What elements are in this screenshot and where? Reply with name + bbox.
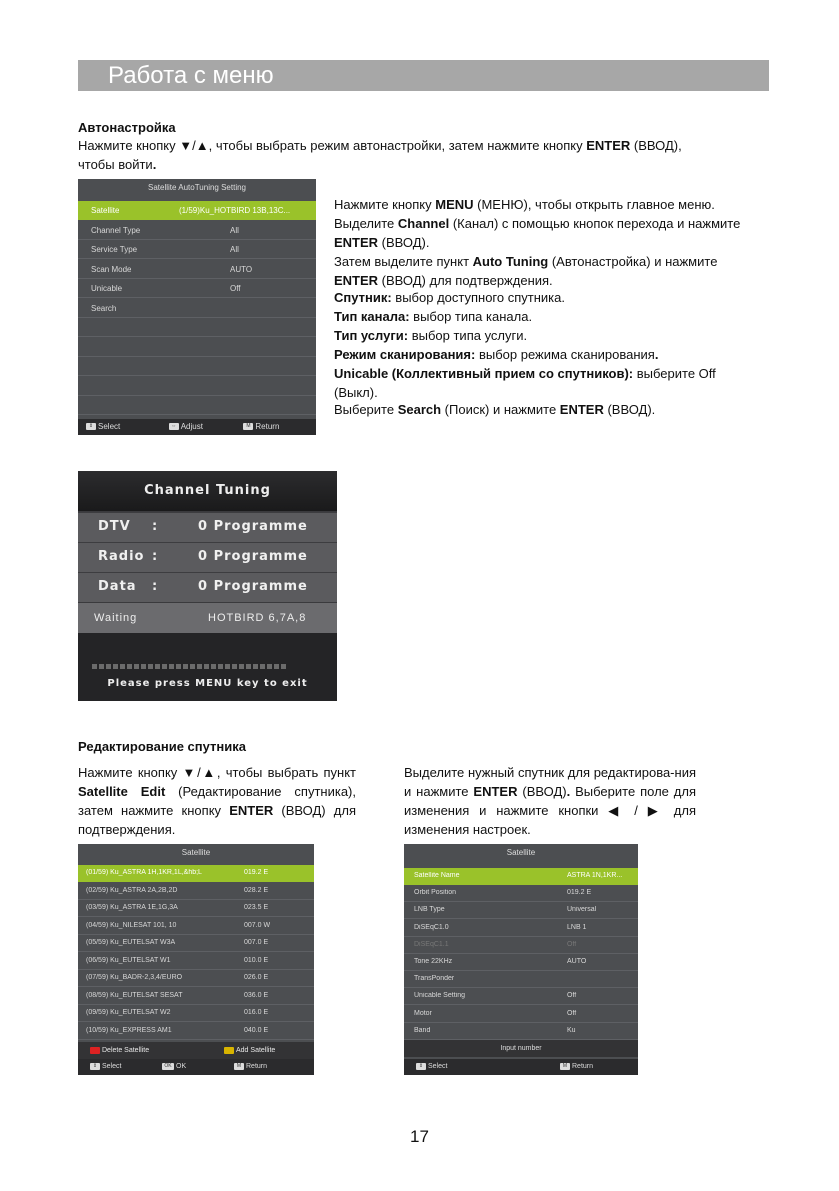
setting-label: LNB Type xyxy=(414,906,445,914)
empty-row xyxy=(78,318,316,337)
tuning-row-dtv xyxy=(78,512,337,542)
setting-row-diseqc1-1 xyxy=(404,937,638,954)
tuning-row-label: Data xyxy=(98,579,137,594)
setting-row-lnb-type[interactable] xyxy=(404,902,638,919)
footer-select-label: Select xyxy=(98,422,121,431)
progress-segment xyxy=(99,664,104,669)
satellite-row[interactable] xyxy=(78,970,314,987)
menu-row-label: Unicable xyxy=(91,284,123,293)
footer-ok xyxy=(162,1059,186,1075)
updown-key-icon: ⇕ xyxy=(90,1063,100,1070)
menu-key-icon: M xyxy=(243,423,253,430)
autotuning-footer xyxy=(78,419,316,435)
footer-return-label: Return xyxy=(255,422,280,431)
progress-segment xyxy=(281,664,286,669)
satellite-name: (09/59) Ku_EUTELSAT W2 xyxy=(86,1009,171,1016)
setting-value: AUTO xyxy=(567,958,587,965)
autotune-right-p1: Нажмите кнопку MENU (МЕНЮ), чтобы открыть главное меню. Выделите Channel (Канал) с помощью кнопок перехода и нажмите ENTER (ВВОД). Затем выделите пункт Auto Tuning (Автонастройка) и нажмите ENTER (ВВОД) для подтверждения. xyxy=(334,197,741,288)
empty-row xyxy=(78,338,316,357)
delete-satellite-action[interactable] xyxy=(90,1047,149,1054)
satellite-list-footer xyxy=(78,1059,314,1075)
satellite-position: 010.0 E xyxy=(244,956,269,964)
progress-segment xyxy=(106,664,111,669)
satellite-position: 019.2 E xyxy=(244,869,269,876)
progress-segment xyxy=(155,664,160,669)
satellite-position: 036.0 E xyxy=(244,991,269,999)
satellite-position: 007.0 E xyxy=(244,939,269,946)
menu-row-channel-type[interactable] xyxy=(78,221,316,240)
empty-row xyxy=(78,396,316,415)
empty-row xyxy=(78,377,316,396)
exit-hint: Please press MENU key to exit xyxy=(107,678,308,689)
satellite-name: (07/59) Ku_BADR-2,3,4/EURO xyxy=(86,974,183,981)
footer-return xyxy=(234,1059,267,1075)
autotuning-screen xyxy=(78,179,316,435)
tuning-status-row xyxy=(78,603,337,633)
progress-segment xyxy=(232,664,237,669)
satellite-row[interactable] xyxy=(78,900,314,917)
empty-row xyxy=(78,357,316,376)
setting-label: TransPonder xyxy=(414,975,455,983)
footer-select-label: Select xyxy=(428,1063,448,1070)
menu-row-label: Satellite xyxy=(91,206,120,215)
progress-segment xyxy=(267,664,272,669)
satellite-name: (02/59) Ku_ASTRA 2A,2B,2D xyxy=(86,886,178,894)
tuning-row-value: 0 Programme xyxy=(198,519,308,534)
progress-segment xyxy=(204,664,209,669)
satellite-row[interactable] xyxy=(78,865,314,882)
tuning-row-label: DTV xyxy=(98,519,131,534)
setting-value: Off xyxy=(567,940,577,948)
satellite-list-actions xyxy=(78,1042,314,1059)
setting-value: LNB 1 xyxy=(567,923,587,931)
delete-satellite-label: Delete Satellite xyxy=(102,1047,150,1054)
setting-label: Unicable Setting xyxy=(414,992,465,1000)
footer-select-label: Select xyxy=(102,1063,122,1070)
setting-row-motor[interactable] xyxy=(404,1006,638,1023)
setting-value: Off xyxy=(567,992,577,1000)
leftright-key-icon: ⇔ xyxy=(169,423,179,430)
menu-row-satellite[interactable] xyxy=(78,201,316,220)
tuning-row-sep: : xyxy=(152,519,159,534)
setting-row-tone-22khz[interactable] xyxy=(404,954,638,971)
setting-value: ASTRA 1N,1KR... xyxy=(567,872,623,879)
setting-label: Satellite Name xyxy=(414,872,460,879)
setting-value: 019.2 E xyxy=(567,889,592,897)
tuning-row-label: Radio xyxy=(98,549,145,564)
satellite-row[interactable] xyxy=(78,935,314,952)
tuning-row-value: 0 Programme xyxy=(198,579,308,594)
tuning-row-value: 0 Programme xyxy=(198,549,308,564)
autotune-right-p2: Спутник: выбор доступного спутника. Тип канала: выбор типа канала. Тип услуги: выбор типа услуги. Режим сканирования: выбор режима сканирования. Unicable (Коллективный прием со спутников): выберите Off (Выкл). xyxy=(334,290,716,400)
setting-row-band[interactable] xyxy=(404,1023,638,1040)
progress-segment xyxy=(127,664,132,669)
autotune-intro-2: чтобы войти. xyxy=(78,157,157,172)
menu-row-service-type[interactable] xyxy=(78,240,316,259)
menu-row-value: AUTO xyxy=(230,264,253,274)
satellite-row[interactable] xyxy=(78,883,314,900)
tuning-row-radio xyxy=(78,542,337,572)
satellite-position: 026.0 E xyxy=(244,974,269,981)
satedit-left-text: Нажмите кнопку ▼/▲, чтобы выбрать пункт Satellite Edit (Редактирование спутника), затем нажмите кнопку ENTER (ВВОД) для подтверждения. xyxy=(78,765,357,837)
satellite-row[interactable] xyxy=(78,988,314,1005)
setting-row-transponder[interactable] xyxy=(404,971,638,988)
progress-segment xyxy=(239,664,244,669)
satellite-list-screen xyxy=(78,844,314,1075)
updown-key-icon: ⇕ xyxy=(86,423,96,430)
menu-row-search[interactable] xyxy=(78,299,316,318)
add-satellite-label: Add Satellite xyxy=(236,1047,276,1054)
setting-row-satellite-name[interactable] xyxy=(404,868,638,885)
menu-row-value: All xyxy=(230,245,239,254)
menu-row-scan-mode[interactable] xyxy=(78,260,316,279)
progress-segment xyxy=(148,664,153,669)
satellite-position: 028.2 E xyxy=(244,886,269,894)
section-title: Работа с меню xyxy=(108,62,274,89)
footer-adjust-label: Adjust xyxy=(180,422,203,431)
progress-segment xyxy=(225,664,230,669)
satellite-detail-title: Satellite xyxy=(506,848,536,857)
progress-segment xyxy=(211,664,216,669)
menu-row-value: Off xyxy=(230,284,241,293)
satellite-detail-screen xyxy=(404,844,638,1075)
tuning-bottom-panel xyxy=(78,633,337,701)
setting-row-diseqc1-0[interactable] xyxy=(404,920,638,937)
footer-return-label: Return xyxy=(572,1063,594,1070)
autotune-right-p3: Выберите Search (Поиск) и нажмите ENTER (ВВОД). xyxy=(334,402,656,417)
menu-row-label: Search xyxy=(91,303,117,313)
menu-row-label: Channel Type xyxy=(91,225,141,235)
menu-key-icon: M xyxy=(234,1063,244,1070)
input-hint: Input number xyxy=(404,1040,638,1057)
progress-segment xyxy=(260,664,265,669)
progress-segment xyxy=(253,664,258,669)
footer-select xyxy=(90,1063,121,1070)
yellow-key-icon xyxy=(224,1047,234,1054)
progress-segment xyxy=(197,664,202,669)
progress-segment xyxy=(274,664,279,669)
satellite-name: (01/59) Ku_ASTRA 1H,1KR,1L,&hb;L xyxy=(86,869,202,876)
satellite-name: (10/59) Ku_EXPRESS AM1 xyxy=(86,1026,172,1034)
setting-row-unicable-setting[interactable] xyxy=(404,988,638,1005)
progress-segment xyxy=(176,664,181,669)
satedit-heading: Редактирование спутника xyxy=(78,739,246,754)
autotuning-screen-title: Satellite AutoTuning Setting xyxy=(148,183,246,192)
progress-segment xyxy=(246,664,251,669)
footer-return-label: Return xyxy=(246,1063,268,1070)
setting-label: DiSEqC1.0 xyxy=(414,923,449,931)
menu-key-icon: M xyxy=(560,1063,570,1070)
progress-segment xyxy=(169,664,174,669)
setting-label: Orbit Position xyxy=(414,889,457,897)
progress-segment xyxy=(141,664,146,669)
satellite-name: (05/59) Ku_EUTELSAT W3A xyxy=(86,939,176,946)
setting-value: Off xyxy=(567,1009,577,1017)
satellite-position: 023.5 E xyxy=(244,904,269,911)
satedit-right-text: Выделите нужный спутник для редактирова-ния и нажмите ENTER (ВВОД). Выберите поле для изменения и нажмите кнопки ◀ / ▶ для изменения настроек. xyxy=(404,765,697,837)
setting-value: Universal xyxy=(567,906,597,914)
add-satellite-action[interactable] xyxy=(224,1042,275,1059)
satellite-name: (03/59) Ku_ASTRA 1E,1G,3A xyxy=(86,904,178,911)
channel-tuning-title: Channel Tuning xyxy=(78,471,337,511)
progress-segment xyxy=(92,664,97,669)
menu-row-value: All xyxy=(230,225,239,235)
setting-label: DiSEqC1.1 xyxy=(414,940,449,948)
menu-row-value: (1/59)Ku_HOTBIRD 13B,13C... xyxy=(179,206,291,215)
progress-segment xyxy=(120,664,125,669)
section-header-bar xyxy=(78,60,769,91)
tuning-row-sep: : xyxy=(152,549,159,564)
progress-segment xyxy=(134,664,139,669)
satellite-position: 016.0 E xyxy=(244,1009,269,1016)
setting-row-orbit-position[interactable] xyxy=(404,885,638,902)
satellite-row[interactable] xyxy=(78,1023,314,1040)
setting-label: Band xyxy=(414,1026,431,1034)
satellite-name: (08/59) Ku_EUTELSAT SESAT xyxy=(86,991,183,999)
satellite-row[interactable] xyxy=(78,953,314,970)
satellite-list-title: Satellite xyxy=(181,848,211,857)
progress-segment xyxy=(162,664,167,669)
satellite-position: 007.0 W xyxy=(244,921,271,929)
ok-key-icon: OK xyxy=(162,1063,174,1070)
setting-label: Motor xyxy=(414,1009,432,1017)
progress-segment xyxy=(183,664,188,669)
menu-row-label: Scan Mode xyxy=(91,264,132,274)
red-key-icon xyxy=(90,1047,100,1054)
setting-value: Ku xyxy=(567,1026,576,1034)
satellite-position: 040.0 E xyxy=(244,1026,269,1034)
status-satellite: HOTBIRD 6,7A,8 xyxy=(208,612,307,624)
updown-key-icon: ⇕ xyxy=(416,1063,426,1070)
satellite-detail-footer xyxy=(404,1059,638,1075)
satellite-row[interactable] xyxy=(78,918,314,935)
satellite-row[interactable] xyxy=(78,1005,314,1022)
page-number: 17 xyxy=(410,1127,429,1146)
setting-label: Tone 22KHz xyxy=(414,958,453,965)
autotune-intro: Нажмите кнопку ▼/▲, чтобы выбрать режим автонастройки, затем нажмите кнопку ENTER (ВВОД), xyxy=(78,138,682,153)
progress-segment xyxy=(190,664,195,669)
menu-row-unicable[interactable] xyxy=(78,279,316,298)
tuning-row-data xyxy=(78,572,337,602)
progress-segment xyxy=(218,664,223,669)
status-label: Waiting xyxy=(94,612,138,624)
channel-tuning-screen xyxy=(78,471,337,701)
autotune-heading: Автонастройка xyxy=(78,120,176,135)
menu-row-label: Service Type xyxy=(91,245,138,254)
satellite-name: (04/59) Ku_NILESAT 101, 10 xyxy=(86,921,177,929)
footer-ok-label: OK xyxy=(176,1063,187,1070)
progress-bar xyxy=(92,656,288,674)
progress-segment xyxy=(113,664,118,669)
tuning-row-sep: : xyxy=(152,579,159,594)
satellite-name: (06/59) Ku_EUTELSAT W1 xyxy=(86,956,171,964)
